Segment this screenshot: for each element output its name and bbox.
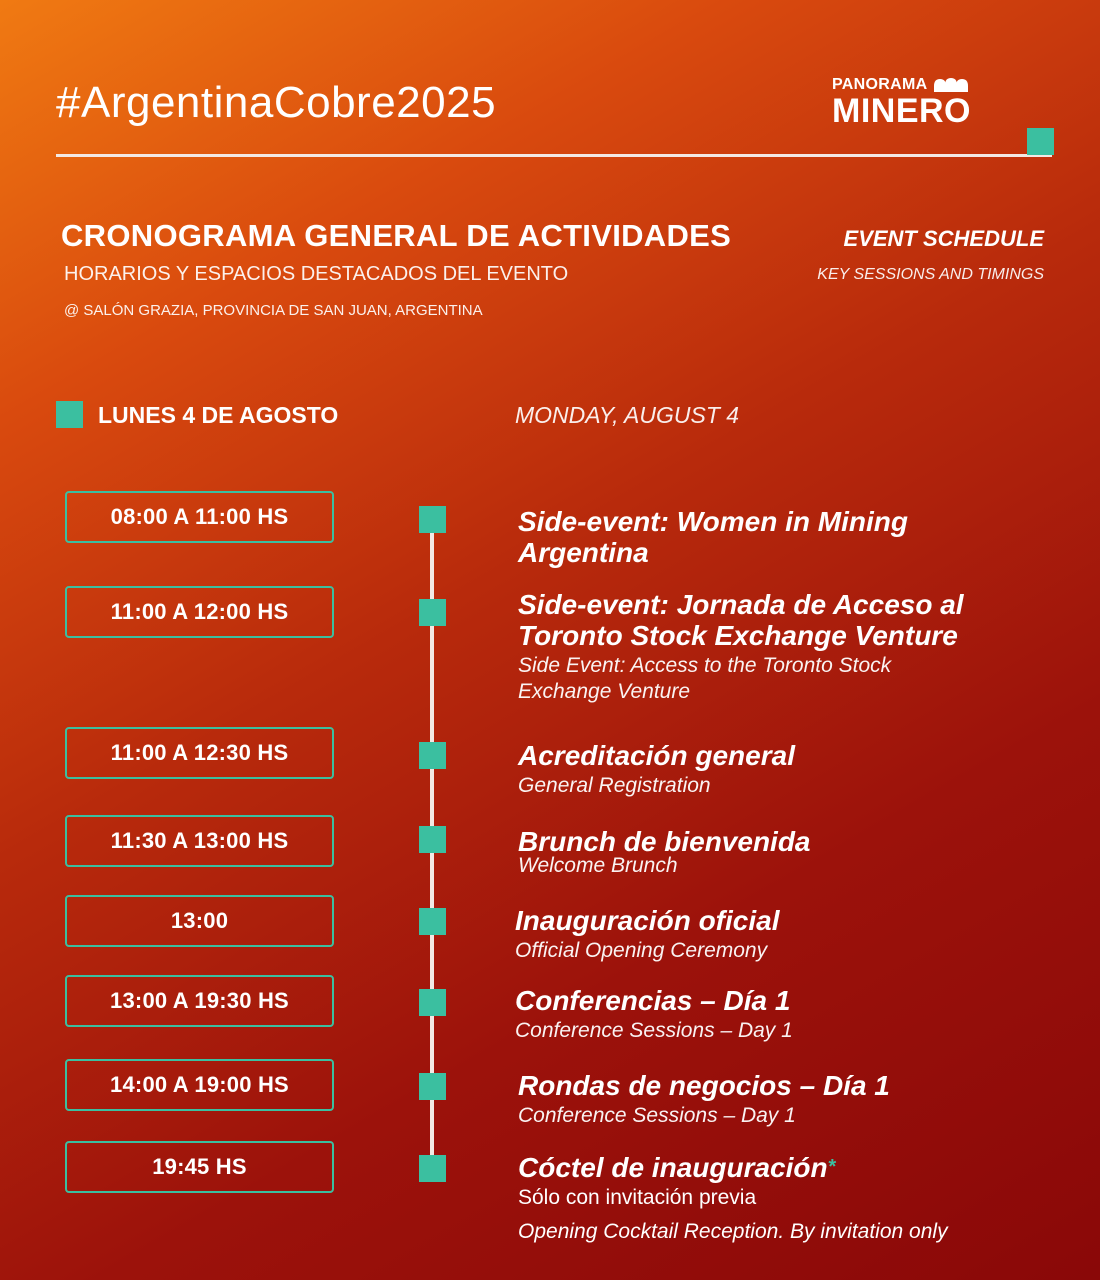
schedule-title-en: EVENT SCHEDULE	[843, 226, 1044, 251]
event-subtitle: Official Opening Ceremony	[515, 939, 768, 962]
time-slot: 13:00	[65, 895, 334, 947]
header-divider	[56, 154, 1052, 157]
event-title: Brunch de bienvenida	[518, 826, 811, 857]
event-title: Side-event: Women in Mining Argentina	[518, 506, 908, 568]
time-slot: 08:00 A 11:00 HS	[65, 491, 334, 543]
event-subtitle: Welcome Brunch	[518, 854, 678, 877]
event-item	[515, 985, 1035, 1044]
event-title: Acreditación general	[518, 740, 795, 771]
event-subtitle: Conference Sessions – Day 1	[515, 1019, 793, 1042]
logo-top-text: PANORAMA	[832, 76, 928, 93]
event-title: Conferencias – Día 1	[515, 985, 791, 1016]
panorama-minero-logo	[832, 76, 971, 130]
schedule-title: CRONOGRAMA GENERAL DE ACTIVIDADES	[61, 218, 732, 253]
event-subtitle: Conference Sessions – Day 1	[518, 1104, 796, 1127]
time-slot: 11:00 A 12:00 HS	[65, 586, 334, 638]
event-subtitle: Side Event: Access to the Toronto Stock Exchange Venture	[518, 654, 892, 703]
event-item	[518, 506, 1038, 568]
time-slot: 13:00 A 19:30 HS	[65, 975, 334, 1027]
event-hashtag: #ArgentinaCobre2025	[56, 78, 497, 127]
event-item	[518, 1152, 1038, 1245]
schedule-location: @ SALÓN GRAZIA, PROVINCIA DE SAN JUAN, ARGENTINA	[64, 302, 483, 319]
time-slot: 19:45 HS	[65, 1141, 334, 1193]
day-label: LUNES 4 DE AGOSTO	[98, 402, 339, 428]
event-title: Inauguración oficial	[515, 905, 780, 936]
event-subtitle: Opening Cocktail Reception. By invitation only	[518, 1220, 948, 1243]
day-marker-square	[56, 401, 83, 428]
timeline-node	[419, 742, 446, 769]
day-label-en: MONDAY, AUGUST 4	[515, 402, 740, 428]
timeline-node	[419, 908, 446, 935]
timeline-node	[419, 506, 446, 533]
timeline-node	[419, 1155, 446, 1182]
helmet-icon	[933, 77, 969, 93]
asterisk-note: *	[827, 1156, 836, 1178]
event-item	[518, 826, 1038, 879]
logo-main-text: MINERO	[832, 92, 971, 130]
time-slot: 11:30 A 13:00 HS	[65, 815, 334, 867]
timeline-node	[419, 989, 446, 1016]
accent-square	[1027, 128, 1054, 155]
time-slot: 14:00 A 19:00 HS	[65, 1059, 334, 1111]
event-item	[518, 589, 1038, 705]
event-subtitle: General Registration	[518, 774, 711, 797]
event-title: Side-event: Jornada de Acceso al Toronto Stock Exchange Venture	[518, 589, 964, 651]
event-title-text: Cóctel de inauguración	[518, 1152, 828, 1183]
timeline-node	[419, 826, 446, 853]
event-title: Rondas de negocios – Día 1	[518, 1070, 890, 1101]
event-item	[518, 740, 1038, 799]
event-note: Sólo con invitación previa	[518, 1186, 757, 1209]
timeline-node	[419, 599, 446, 626]
event-item	[518, 1070, 1038, 1129]
timeline-node	[419, 1073, 446, 1100]
time-slot: 11:00 A 12:30 HS	[65, 727, 334, 779]
event-item	[515, 905, 1035, 964]
event-title	[518, 1152, 1038, 1183]
schedule-subtitle: HORARIOS Y ESPACIOS DESTACADOS DEL EVENTO	[64, 263, 569, 285]
schedule-subtitle-en: KEY SESSIONS AND TIMINGS	[817, 266, 1044, 283]
